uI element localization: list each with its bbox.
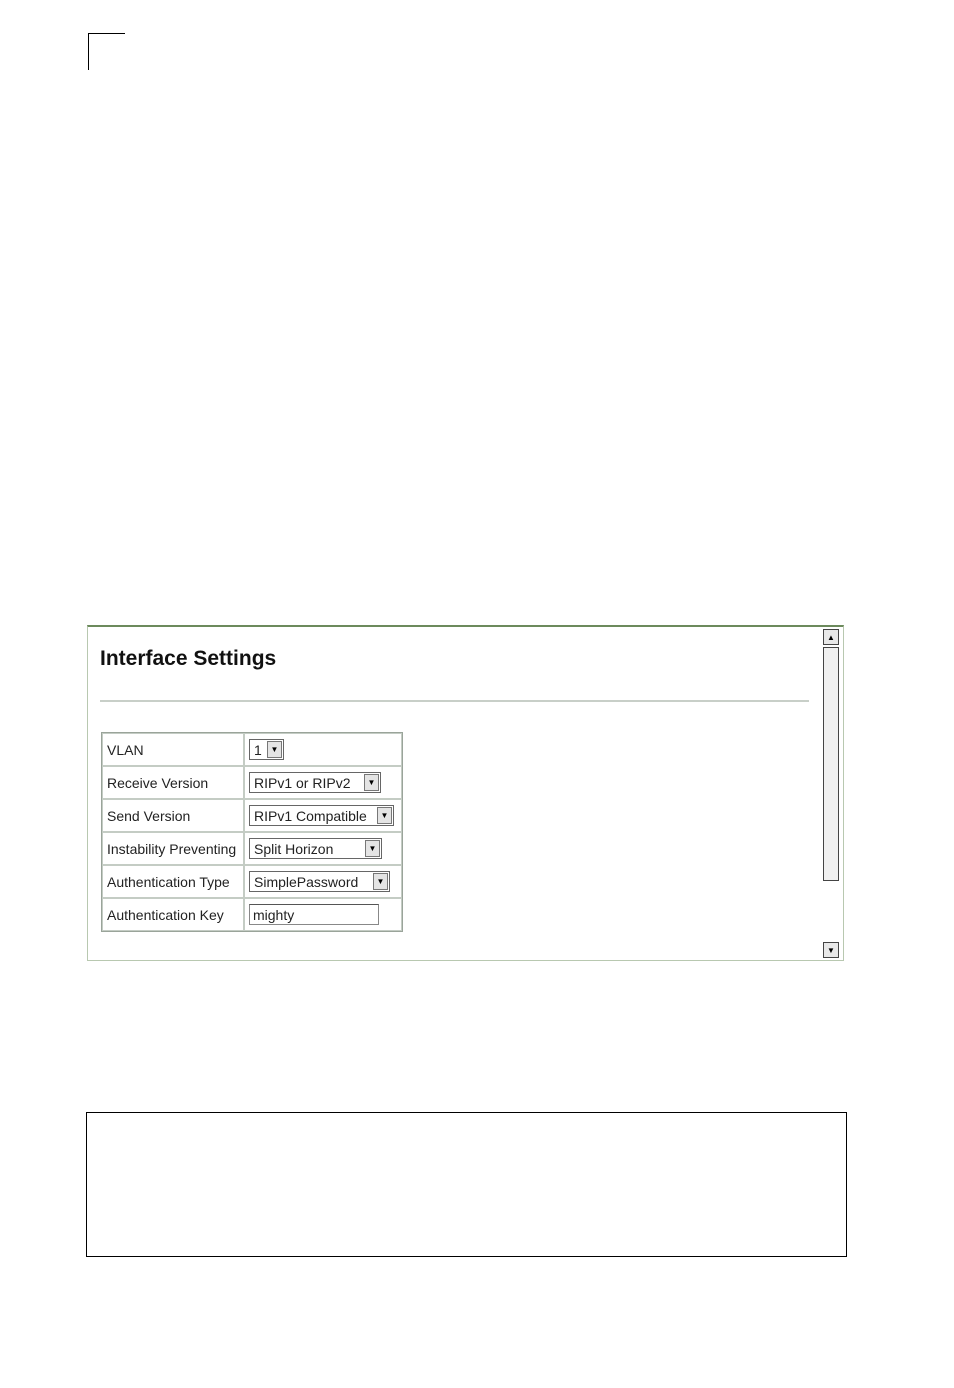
scroll-up-arrow-icon[interactable]: ▲ xyxy=(823,629,839,645)
chevron-down-icon[interactable]: ▼ xyxy=(373,873,388,890)
panel-content xyxy=(88,627,821,960)
chevron-down-icon[interactable]: ▼ xyxy=(377,807,392,824)
scroll-down-arrow-icon[interactable]: ▼ xyxy=(823,942,839,958)
settings-table xyxy=(101,732,403,932)
instability-preventing-value: Split Horizon xyxy=(254,840,334,857)
table-row xyxy=(102,898,402,931)
receive-version-label: Receive Version xyxy=(102,766,244,799)
table-row xyxy=(102,799,402,832)
chevron-down-icon[interactable]: ▼ xyxy=(365,840,380,857)
vlan-label: VLAN xyxy=(102,733,244,766)
page-title: Interface Settings xyxy=(100,647,277,670)
receive-version-select[interactable] xyxy=(249,772,381,793)
instability-preventing-label: Instability Preventing xyxy=(102,832,244,865)
authentication-type-value: SimplePassword xyxy=(254,873,359,890)
title-divider xyxy=(100,700,809,702)
table-row xyxy=(102,766,402,799)
chevron-down-icon[interactable]: ▼ xyxy=(364,774,379,791)
table-row xyxy=(102,865,402,898)
scrollbar-thumb[interactable] xyxy=(823,647,839,881)
authentication-type-select[interactable] xyxy=(249,871,390,892)
chevron-down-icon[interactable]: ▼ xyxy=(267,741,282,758)
authentication-key-label: Authentication Key xyxy=(102,898,244,931)
send-version-label: Send Version xyxy=(102,799,244,832)
vlan-select-value: 1 xyxy=(254,741,262,758)
note-box xyxy=(86,1112,847,1257)
authentication-key-input[interactable] xyxy=(249,904,379,925)
receive-version-value: RIPv1 or RIPv2 xyxy=(254,774,351,791)
vertical-scrollbar[interactable] xyxy=(823,629,841,958)
crop-mark xyxy=(88,33,125,70)
table-row xyxy=(102,832,402,865)
interface-settings-panel xyxy=(87,625,844,961)
send-version-value: RIPv1 Compatible xyxy=(254,807,367,824)
vlan-select[interactable] xyxy=(249,739,284,760)
send-version-select[interactable] xyxy=(249,805,394,826)
table-row xyxy=(102,733,402,766)
authentication-type-label: Authentication Type xyxy=(102,865,244,898)
instability-preventing-select[interactable] xyxy=(249,838,382,859)
